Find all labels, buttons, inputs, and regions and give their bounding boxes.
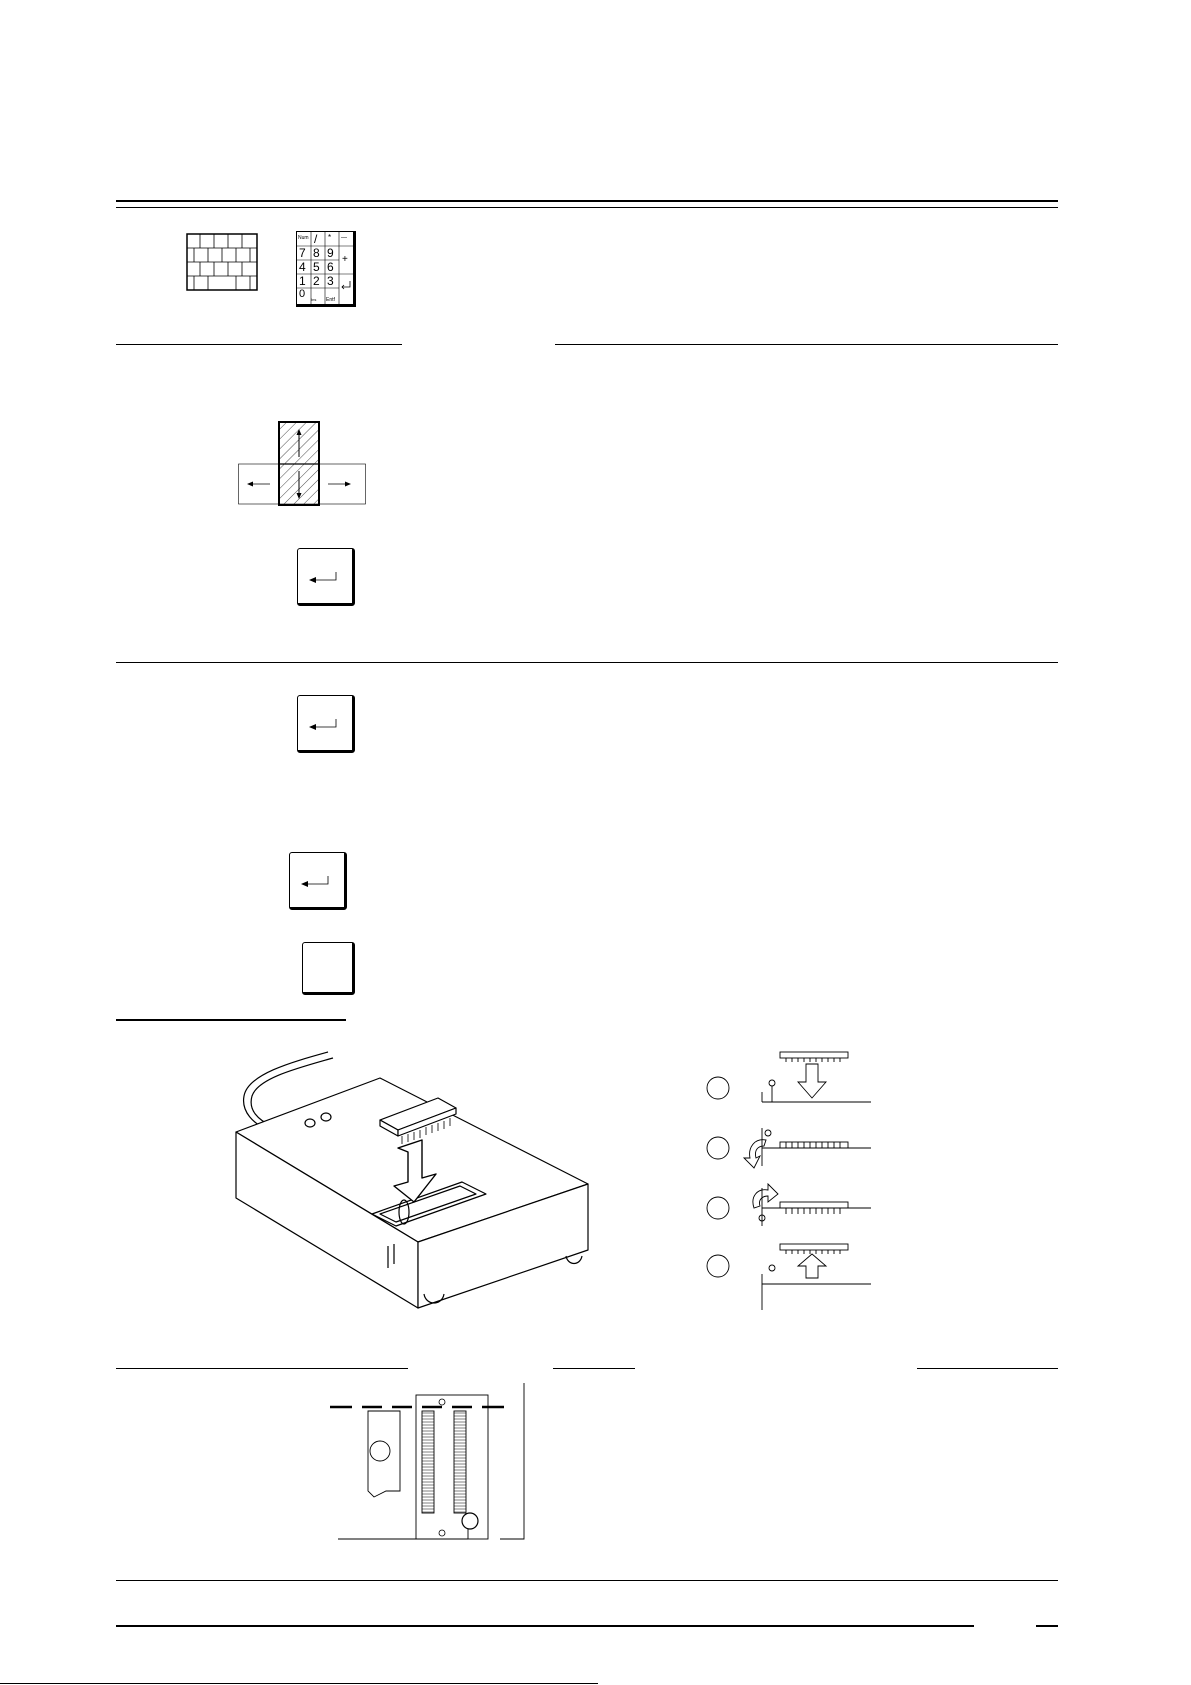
section-rule-right <box>555 344 1058 345</box>
zif-socket-diagram-icon <box>330 1383 530 1543</box>
top-double-rule-2 <box>116 207 1058 208</box>
key-num: Num <box>298 235 309 241</box>
keyboard-icon <box>186 233 258 291</box>
key-star: * <box>328 233 332 242</box>
key-4: 4 <box>299 260 306 274</box>
zif-socket-insertion-steps-icon <box>706 1048 876 1310</box>
section-rule-short <box>116 1019 346 1021</box>
key-3: 3 <box>327 274 334 288</box>
key-entf: Entf <box>326 297 335 303</box>
section-rule-bottom <box>116 1580 1058 1581</box>
section-rule-full <box>116 662 1058 663</box>
section-rule-c <box>917 1368 1058 1369</box>
enter-key-1 <box>297 548 355 606</box>
key-minus: — <box>341 235 347 241</box>
key-slash: / <box>314 232 318 246</box>
section-rule-b <box>553 1368 635 1369</box>
key-plus: + <box>342 254 348 265</box>
footer-rule <box>116 1625 974 1627</box>
enter-key-icon <box>300 875 332 889</box>
key-1: 1 <box>299 274 306 288</box>
key-7: 7 <box>299 246 306 260</box>
footer-rule-short <box>1036 1625 1058 1627</box>
key-2: 2 <box>313 274 320 288</box>
top-double-rule-1 <box>116 200 1058 202</box>
keypad-enter-arrow <box>340 280 352 290</box>
section-rule-a <box>116 1368 408 1369</box>
enter-key-icon <box>308 718 340 732</box>
key-9: 9 <box>327 246 334 260</box>
enter-key-3 <box>289 852 347 910</box>
page-edge-rule <box>0 1683 598 1684</box>
blank-key-icon <box>302 942 355 995</box>
enter-key-2 <box>297 695 355 753</box>
numeric-keypad-icon <box>296 231 356 307</box>
key-5: 5 <box>313 260 320 274</box>
key-0: 0 <box>299 288 306 300</box>
eprom-programmer-device-icon <box>228 1050 594 1308</box>
arrow-keys-icon <box>238 421 366 527</box>
enter-key-icon <box>308 571 340 585</box>
section-rule-left <box>116 344 402 345</box>
key-6: 6 <box>327 260 334 274</box>
key-ins: Ins <box>311 297 317 302</box>
key-8: 8 <box>313 246 320 260</box>
